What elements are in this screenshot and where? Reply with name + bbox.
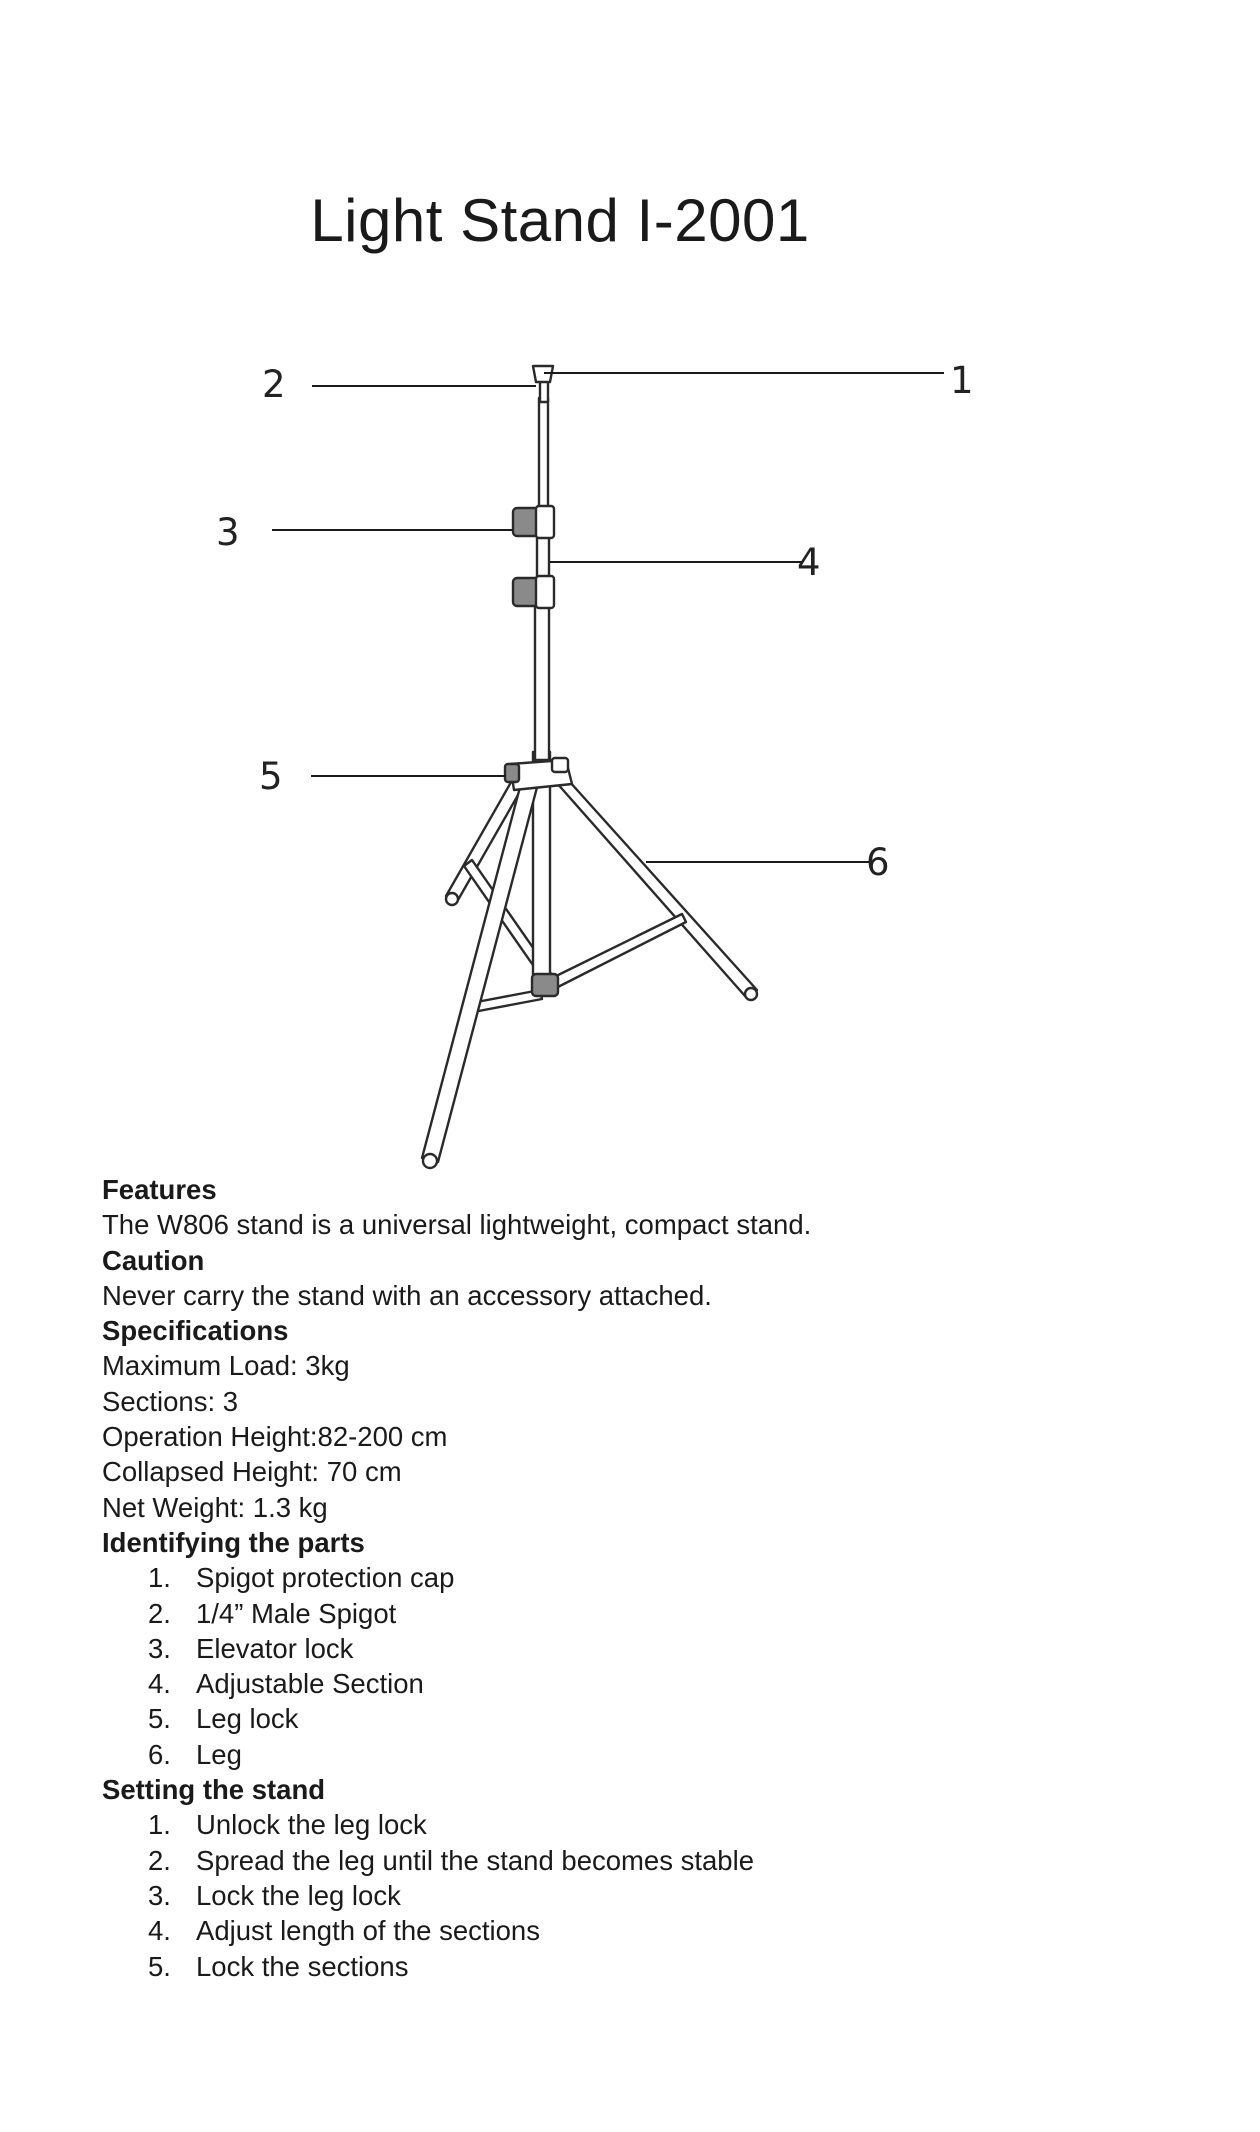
list-item-text: Spigot protection cap	[196, 1562, 455, 1594]
list-item-number: 4.	[148, 1915, 171, 1947]
document-title: Light Stand I-2001	[310, 187, 810, 254]
leg-foot-back-left	[446, 893, 458, 905]
list-item-text: Spread the leg until the stand becomes stable	[196, 1844, 755, 1876]
features-text: The W806 stand is a universal lightweight, compact stand.	[102, 1209, 812, 1241]
callout-lines	[272, 373, 944, 862]
list-item-number: 5.	[148, 1950, 171, 1982]
list-item-text: Adjust length of the sections	[196, 1915, 540, 1947]
callout-numbers	[216, 359, 974, 884]
leg-brace-right	[548, 914, 686, 990]
leg-back-right	[548, 771, 757, 996]
brace-hub	[532, 974, 558, 996]
list-item	[102, 1843, 1202, 1878]
list-item-number: 3.	[148, 1879, 171, 1911]
list-item-number: 4.	[148, 1668, 171, 1700]
setting-steps-list	[102, 1807, 1202, 1983]
document-body	[102, 1172, 1202, 1984]
list-item	[102, 1807, 1202, 1842]
spigot	[540, 380, 548, 402]
callout-number-1: 1	[950, 359, 974, 402]
parts-heading: Identifying the parts	[102, 1526, 365, 1558]
specifications-heading: Specifications	[102, 1315, 289, 1347]
list-item	[102, 1596, 1202, 1631]
list-item-number: 2.	[148, 1844, 171, 1876]
list-item-number: 6.	[148, 1738, 171, 1770]
leg-front	[422, 772, 540, 1162]
features-heading: Features	[102, 1174, 217, 1205]
spec-item: Operation Height:82-200 cm	[102, 1421, 448, 1453]
spec-item: Collapsed Height: 70 cm	[102, 1456, 402, 1488]
list-item-text: Leg	[196, 1738, 242, 1770]
list-item-number: 1.	[148, 1562, 171, 1594]
setting-heading: Setting the stand	[102, 1774, 326, 1806]
list-item-text: Leg lock	[196, 1703, 299, 1735]
elevator-lock-lower-collar	[536, 576, 554, 608]
list-item-text: Unlock the leg lock	[196, 1809, 427, 1841]
caution-text: Never carry the stand with an accessory attached.	[102, 1279, 712, 1311]
list-item	[102, 1737, 1202, 1772]
list-item-text: Elevator lock	[196, 1632, 354, 1664]
leg-lock-collar	[552, 758, 568, 772]
list-item-text: Lock the leg lock	[196, 1879, 401, 1911]
list-item	[102, 1631, 1202, 1666]
spec-item: Net Weight: 1.3 kg	[102, 1491, 328, 1523]
list-item	[102, 1701, 1202, 1736]
spec-item: Sections: 3	[102, 1385, 239, 1417]
callout-number-4: 4	[797, 541, 821, 584]
list-item-text: Lock the sections	[196, 1950, 409, 1982]
light-stand-illustration	[422, 366, 757, 1168]
caution-heading: Caution	[102, 1244, 205, 1276]
list-item	[102, 1878, 1202, 1913]
list-item-number: 5.	[148, 1703, 171, 1735]
elevator-lock-upper-collar	[536, 506, 554, 538]
list-item	[102, 1949, 1202, 1984]
leg-lock-knob	[505, 764, 519, 782]
parts-list	[102, 1560, 1202, 1772]
leg-foot-back-right	[745, 988, 757, 1000]
callout-number-2: 2	[262, 363, 286, 406]
list-item-number: 3.	[148, 1632, 171, 1664]
list-item-text: Adjustable Section	[196, 1668, 424, 1700]
callout-number-5: 5	[259, 755, 283, 798]
list-item	[102, 1560, 1202, 1595]
callout-number-6: 6	[866, 841, 890, 884]
list-item-text: 1/4” Male Spigot	[196, 1597, 397, 1629]
list-item	[102, 1913, 1202, 1948]
list-item-number: 2.	[148, 1597, 171, 1629]
leg-foot-front	[423, 1154, 437, 1168]
callout-number-3: 3	[216, 511, 240, 554]
list-item-number: 1.	[148, 1809, 171, 1841]
spec-item: Maximum Load: 3kg	[102, 1350, 350, 1382]
list-item	[102, 1666, 1202, 1701]
